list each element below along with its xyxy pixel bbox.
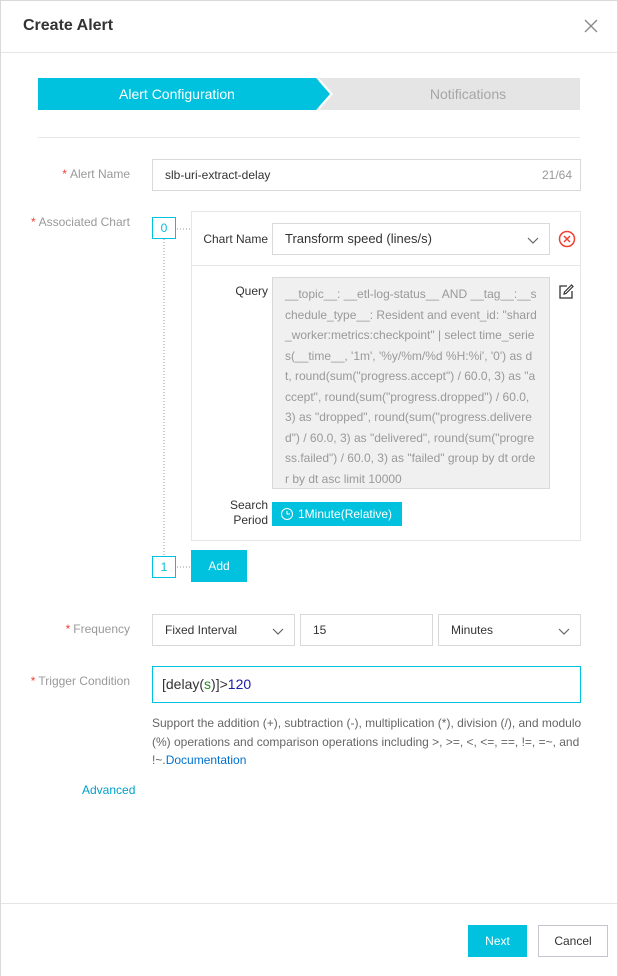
dialog-footer <box>1 903 617 976</box>
alert-name-counter: 21/64 <box>541 168 572 182</box>
chevron-down-icon <box>558 625 570 637</box>
alert-name-value: slb-uri-extract-delay <box>165 168 271 182</box>
step-arrow <box>316 78 330 110</box>
dialog-header <box>1 1 617 53</box>
frequency-value: 15 <box>313 623 327 637</box>
chart-config-box <box>191 211 581 541</box>
alert-name-input[interactable] <box>152 159 581 191</box>
frequency-value-input[interactable] <box>300 614 433 646</box>
query-text: __topic__: __etl-log-status__ AND __tag__:__schedule_type__: Resident and event_id: "shard_worker:metrics:checkpoint" | select time_series(__time__, '1m', '%y/%m/%d %H:%i', '0') as dt, round(sum("progress.accept") / 60.0, 3) as "accept", round(sum("progress.dropped") / 60.0, 3) as "dropped", round(sum("progress.delivered") / 60.0, 3) as "delivered", round(sum("progress.failed") / 60.0, 3) as "failed" group by dt order by dt asc limit 10000 <box>272 277 550 489</box>
step-notifications: Notifications <box>316 78 580 110</box>
chart-name-select[interactable] <box>272 223 550 255</box>
delete-circle-icon[interactable] <box>558 230 576 248</box>
chevron-down-icon <box>527 234 539 246</box>
step-progress <box>38 78 580 110</box>
search-period-label: Search Period <box>229 498 268 527</box>
next-button[interactable]: Next <box>468 925 527 957</box>
chart-connector-lines <box>151 215 196 575</box>
documentation-link[interactable]: Documentation <box>165 753 247 767</box>
trigger-condition-help: Support the addition (+), subtraction (-), multiplication (*), division (/), and modulo (%) operations and comparison operations including >, >=, <, <=, ==, !=, =~, and !~.Documentation <box>152 716 582 767</box>
associated-chart-label: * Associated Chart <box>30 215 130 229</box>
edit-icon[interactable] <box>558 284 574 300</box>
divider <box>38 137 580 138</box>
chart-name-row <box>192 212 580 266</box>
search-period-value: 1Minute(Relative) <box>298 507 393 521</box>
alert-name-label: * Alert Name <box>62 167 130 181</box>
chart-name-value: Transform speed (lines/s) <box>285 231 432 246</box>
clock-hands <box>285 511 291 517</box>
chart-query-area <box>192 266 580 540</box>
cancel-button[interactable]: Cancel <box>538 925 608 957</box>
search-period-tag[interactable] <box>272 502 402 526</box>
add-chart-button[interactable]: Add <box>191 550 247 582</box>
trigger-condition-label: * Trigger Condition <box>30 674 130 688</box>
chart-index-1: 1 <box>152 556 176 578</box>
trigger-condition-input[interactable]: [delay(s)]>120 <box>152 666 581 703</box>
dialog-title: Create Alert <box>23 17 114 34</box>
close-icon[interactable] <box>583 18 599 34</box>
chart-index-0: 0 <box>152 217 176 239</box>
chevron-down-icon <box>272 625 284 637</box>
step-alert-configuration: Alert Configuration <box>38 78 316 110</box>
frequency-unit-select[interactable] <box>438 614 581 646</box>
frequency-label: * Frequency <box>65 622 130 636</box>
chart-name-label: Chart Name <box>203 232 268 246</box>
frequency-type-select[interactable] <box>152 614 295 646</box>
advanced-link[interactable]: Advanced <box>82 783 136 797</box>
query-label: Query <box>235 284 268 298</box>
frequency-unit-value: Minutes <box>451 623 494 637</box>
frequency-type-value: Fixed Interval <box>165 623 238 637</box>
